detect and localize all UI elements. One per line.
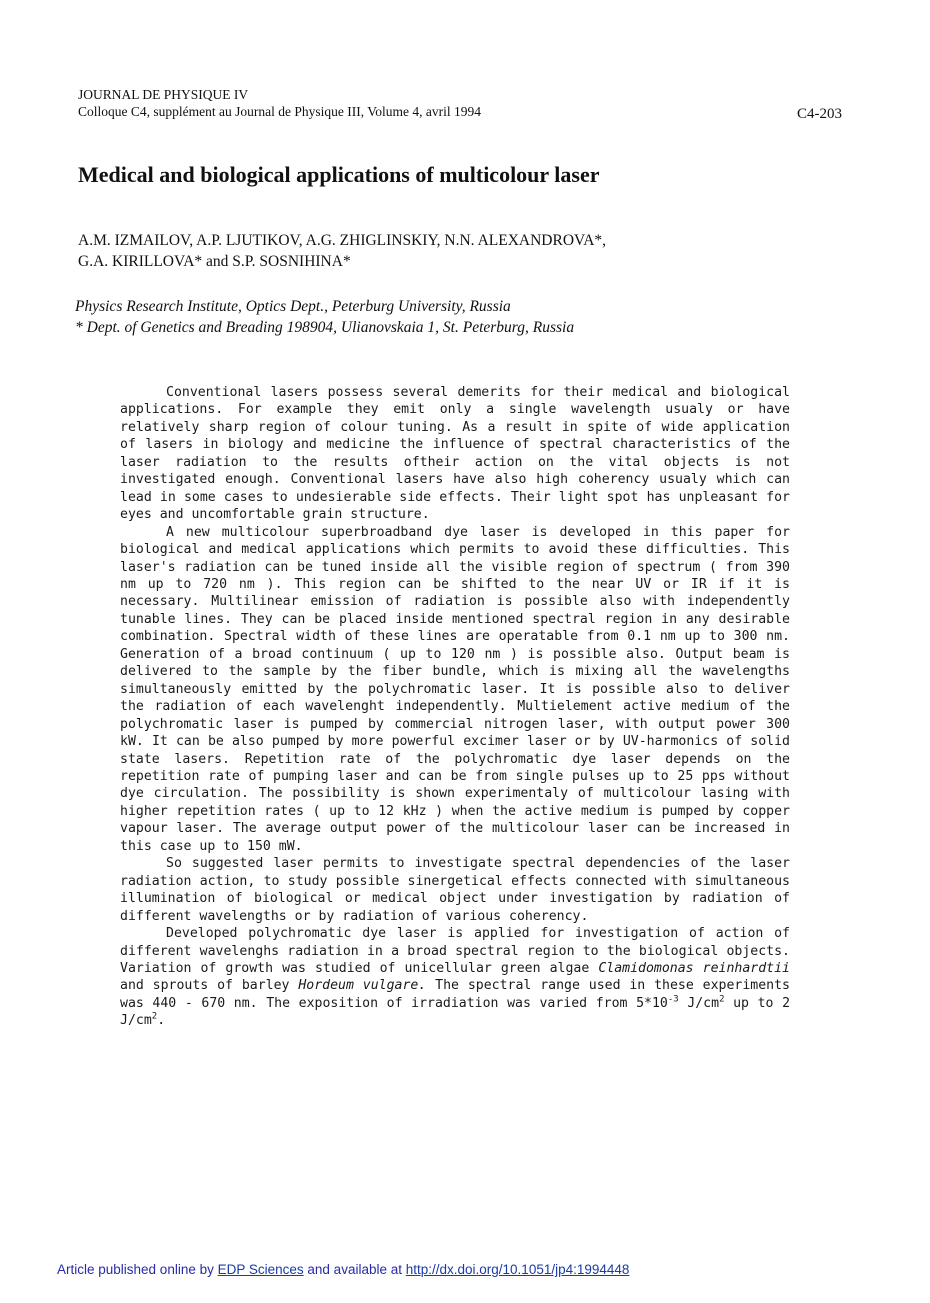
species-name-barley: Hordeum vulgare.	[298, 978, 427, 994]
affiliation-line-1: Physics Research Institute, Optics Dept., Peterburg University, Russia	[75, 298, 511, 315]
affiliation-line-2: * Dept. of Genetics and Breading 198904, Ulianovskaia 1, St. Peterburg, Russia	[75, 319, 575, 336]
paragraph-3: So suggested laser permits to investigate spectral dependencies of the laser radiation action, to study possible sinergetical effects connected with simultaneous illumination of biological or medical object under investigation by radiation of different wavelengths or by radiation of various coherency.	[120, 856, 790, 924]
paper-title: Medical and biological applications of multicolour laser	[78, 162, 600, 187]
page-number: C4-203	[797, 106, 842, 122]
paragraph-2: A new multicolour superbroadband dye laser is developed in this paper for biological and medical applications which permits to avoid these difficulties. This laser's radiation can be tuned inside all the visible region of spectrum ( from 390 nm up to 720 nm ). This region can be shifted to the near UV or IR if it is necessary. Multilinear emission of radiation is possible also with independently tunable lines. They can be placed inside mentioned spectral region in any desirable combination. Spectral width of these lines are operatable from 0.1 nm up to 300 nm. Generation of a broad continuum ( up to 120 nm ) is possible also. Output beam is delivered to the sample by the fiber bundle, which is mixing all the wavelengths simultaneously emitted by the polychromatic laser. It is possible also to deliver the radiation of each wavelenght independently. Multielement active medium of the polychromatic laser is pumped by commercial nitrogen laser, with output power 300 kW. It can be also pumped by more powerful excimer laser or by UV-harmonics of solid state lasers. Repetition rate of the polychromatic dye laser depends on the repetition rate of pumping laser and can be from single pulses up to 25 pps without dye circulation. The possibility is shown experimentaly of multicolour lasing with higher repetition rates ( up to 12 kHz ) when the active medium is pumped by copper vapour laser. The average output power of the multicolour laser can be increased in this case up to 150 mW.	[120, 524, 790, 854]
footer-prefix: Article published online by	[57, 1262, 218, 1277]
exponent: -3	[667, 994, 679, 1005]
body-text	[120, 384, 790, 1030]
p4-text-c: The spectral range used in these experiments was 440 - 670 nm. The exposition of irradiation was varied from 5*10	[120, 978, 790, 1011]
affiliations	[75, 296, 574, 338]
author-list	[78, 230, 606, 272]
journal-header	[78, 86, 481, 120]
colloque-line: Colloque C4, supplément au Journal de Physique III, Volume 4, avril 1994	[78, 104, 481, 119]
edp-sciences-link[interactable]: EDP Sciences	[217, 1262, 304, 1277]
doi-link[interactable]: http://dx.doi.org/10.1051/jp4:1994448	[405, 1262, 630, 1277]
p4-text-f: .	[157, 1013, 166, 1029]
unit-superscript-1: 2	[719, 994, 725, 1005]
footer-middle: and available at	[303, 1262, 406, 1277]
unit-superscript-2: 2	[151, 1011, 158, 1022]
p4-text-b: and sprouts of barley	[120, 978, 299, 994]
p4-text-a: Developed polychromatic dye laser is applied for investigation of action of different wavelenghs radiation in a broad spectral region to the biological objects. Variation of growth was studied of unicellular green algae	[120, 926, 790, 976]
species-name-algae: Clamidomonas reinhardtii	[598, 960, 790, 976]
paragraph-1: Conventional lasers possess several demerits for their medical and biological applications. For example they emit only a single wavelength usualy or have relatively sharp region of colour tuning. As a result in spite of wide application of lasers in biology and medicine the influence of spectral characteristics of the laser radiation to the results oftheir action on the vital objects is not investigated enough. Conventional lasers have also high coherency usualy which can lead in some cases to undesierable side effects. Their light spot has unpleasant for eyes and uncomfortable grain structure.	[120, 385, 790, 523]
publication-footer	[57, 1262, 629, 1277]
paragraph-4	[120, 925, 790, 1030]
author-line-1: A.M. IZMAILOV, A.P. LJUTIKOV, A.G. ZHIGLINSKIY, N.N. ALEXANDROVA*,	[78, 232, 607, 249]
author-line-2: G.A. KIRILLOVA* and S.P. SOSNIHINA*	[78, 253, 351, 270]
p4-text-e: up to 2 J/cm	[120, 995, 791, 1029]
p4-text-d: J/cm	[678, 995, 720, 1011]
journal-name: JOURNAL DE PHYSIQUE IV	[78, 87, 249, 102]
